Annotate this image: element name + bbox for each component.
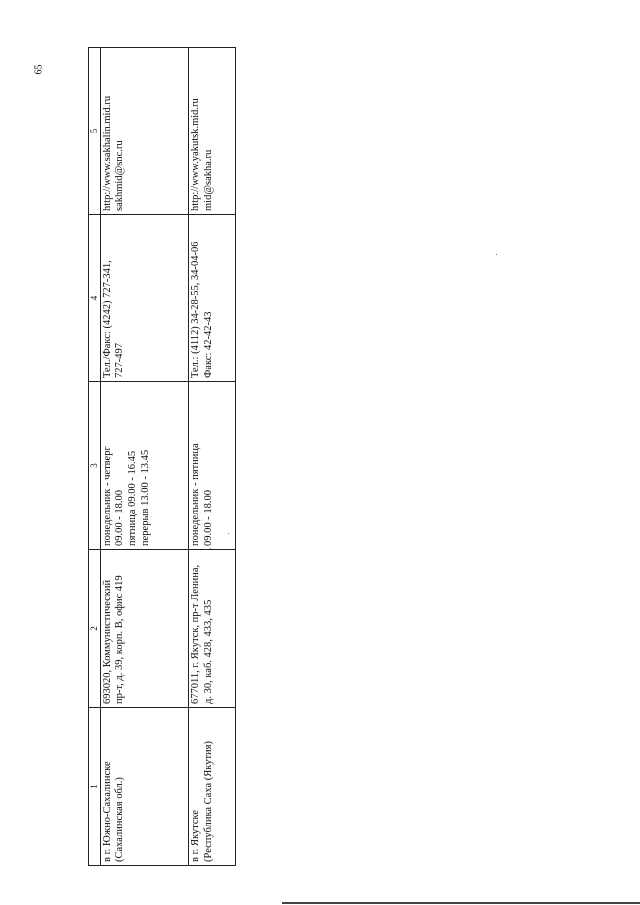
missions-table bbox=[88, 47, 236, 866]
scan-speck bbox=[228, 533, 229, 534]
scan-speck bbox=[210, 548, 211, 549]
address-line: пр-т, д. 39, корп. В, офис 419 bbox=[114, 575, 126, 704]
column-number-3: 3 bbox=[89, 382, 101, 550]
website-line: http://www.sakhalin.mid.ru bbox=[101, 95, 113, 211]
rotated-table-container bbox=[88, 48, 236, 866]
hours-line: понедельник - четверг bbox=[101, 446, 113, 546]
hours-cell bbox=[100, 382, 188, 550]
web-cell bbox=[189, 48, 236, 215]
region-line: (Республика Саха (Якутия) bbox=[202, 741, 214, 862]
website-line: http://www.yakutsk.mid.ru bbox=[190, 98, 202, 211]
address-line: 677011, г. Якутск, пр-т Ленина, bbox=[190, 564, 202, 704]
city-cell bbox=[189, 708, 236, 866]
scan-edge-line bbox=[282, 902, 640, 904]
phone-line: Тел.: (4112) 34-28-55, 34-04-06 bbox=[190, 241, 202, 378]
region-line: (Сахалинская обл.) bbox=[114, 777, 126, 862]
scan-speck bbox=[496, 254, 497, 255]
hours-cell bbox=[189, 382, 236, 550]
hours-line: пятница 09.00 - 16.45 bbox=[126, 450, 138, 546]
email-line: sakhmid@snc.ru bbox=[114, 140, 126, 211]
column-number-5: 5 bbox=[89, 48, 101, 215]
address-line: 693020, Коммунистический bbox=[101, 579, 113, 704]
hours-line: 09.00 - 18.00 bbox=[202, 490, 214, 546]
hours-line: 09.00 - 18.00 bbox=[114, 490, 126, 546]
city-line: в г. Якутске bbox=[190, 809, 202, 862]
column-number-4: 4 bbox=[89, 215, 101, 382]
phone-line: Тел./Факс: (4242) 727-341, bbox=[101, 260, 113, 378]
phone-line: 727-497 bbox=[114, 343, 126, 378]
web-cell bbox=[100, 48, 188, 215]
address-cell bbox=[189, 550, 236, 708]
fax-line: Факс: 42-42-43 bbox=[202, 311, 214, 378]
header-row bbox=[89, 48, 101, 866]
address-line: д. 30, каб. 428, 433, 435 bbox=[202, 599, 214, 704]
hours-line: перерыв 13.00 - 13.45 bbox=[139, 449, 151, 546]
phone-cell bbox=[189, 215, 236, 382]
page-number: 65 bbox=[33, 64, 45, 75]
table-row bbox=[189, 48, 236, 866]
column-number-1: 1 bbox=[89, 708, 101, 866]
phone-cell bbox=[100, 215, 188, 382]
address-cell bbox=[100, 550, 188, 708]
email-line: mid@sakha.ru bbox=[202, 149, 214, 211]
column-number-2: 2 bbox=[89, 550, 101, 708]
city-cell bbox=[100, 708, 188, 866]
table-row bbox=[100, 48, 188, 866]
hours-line: понедельник - пятница bbox=[190, 443, 202, 546]
city-line: в г. Южно-Сахалинске bbox=[101, 761, 113, 862]
